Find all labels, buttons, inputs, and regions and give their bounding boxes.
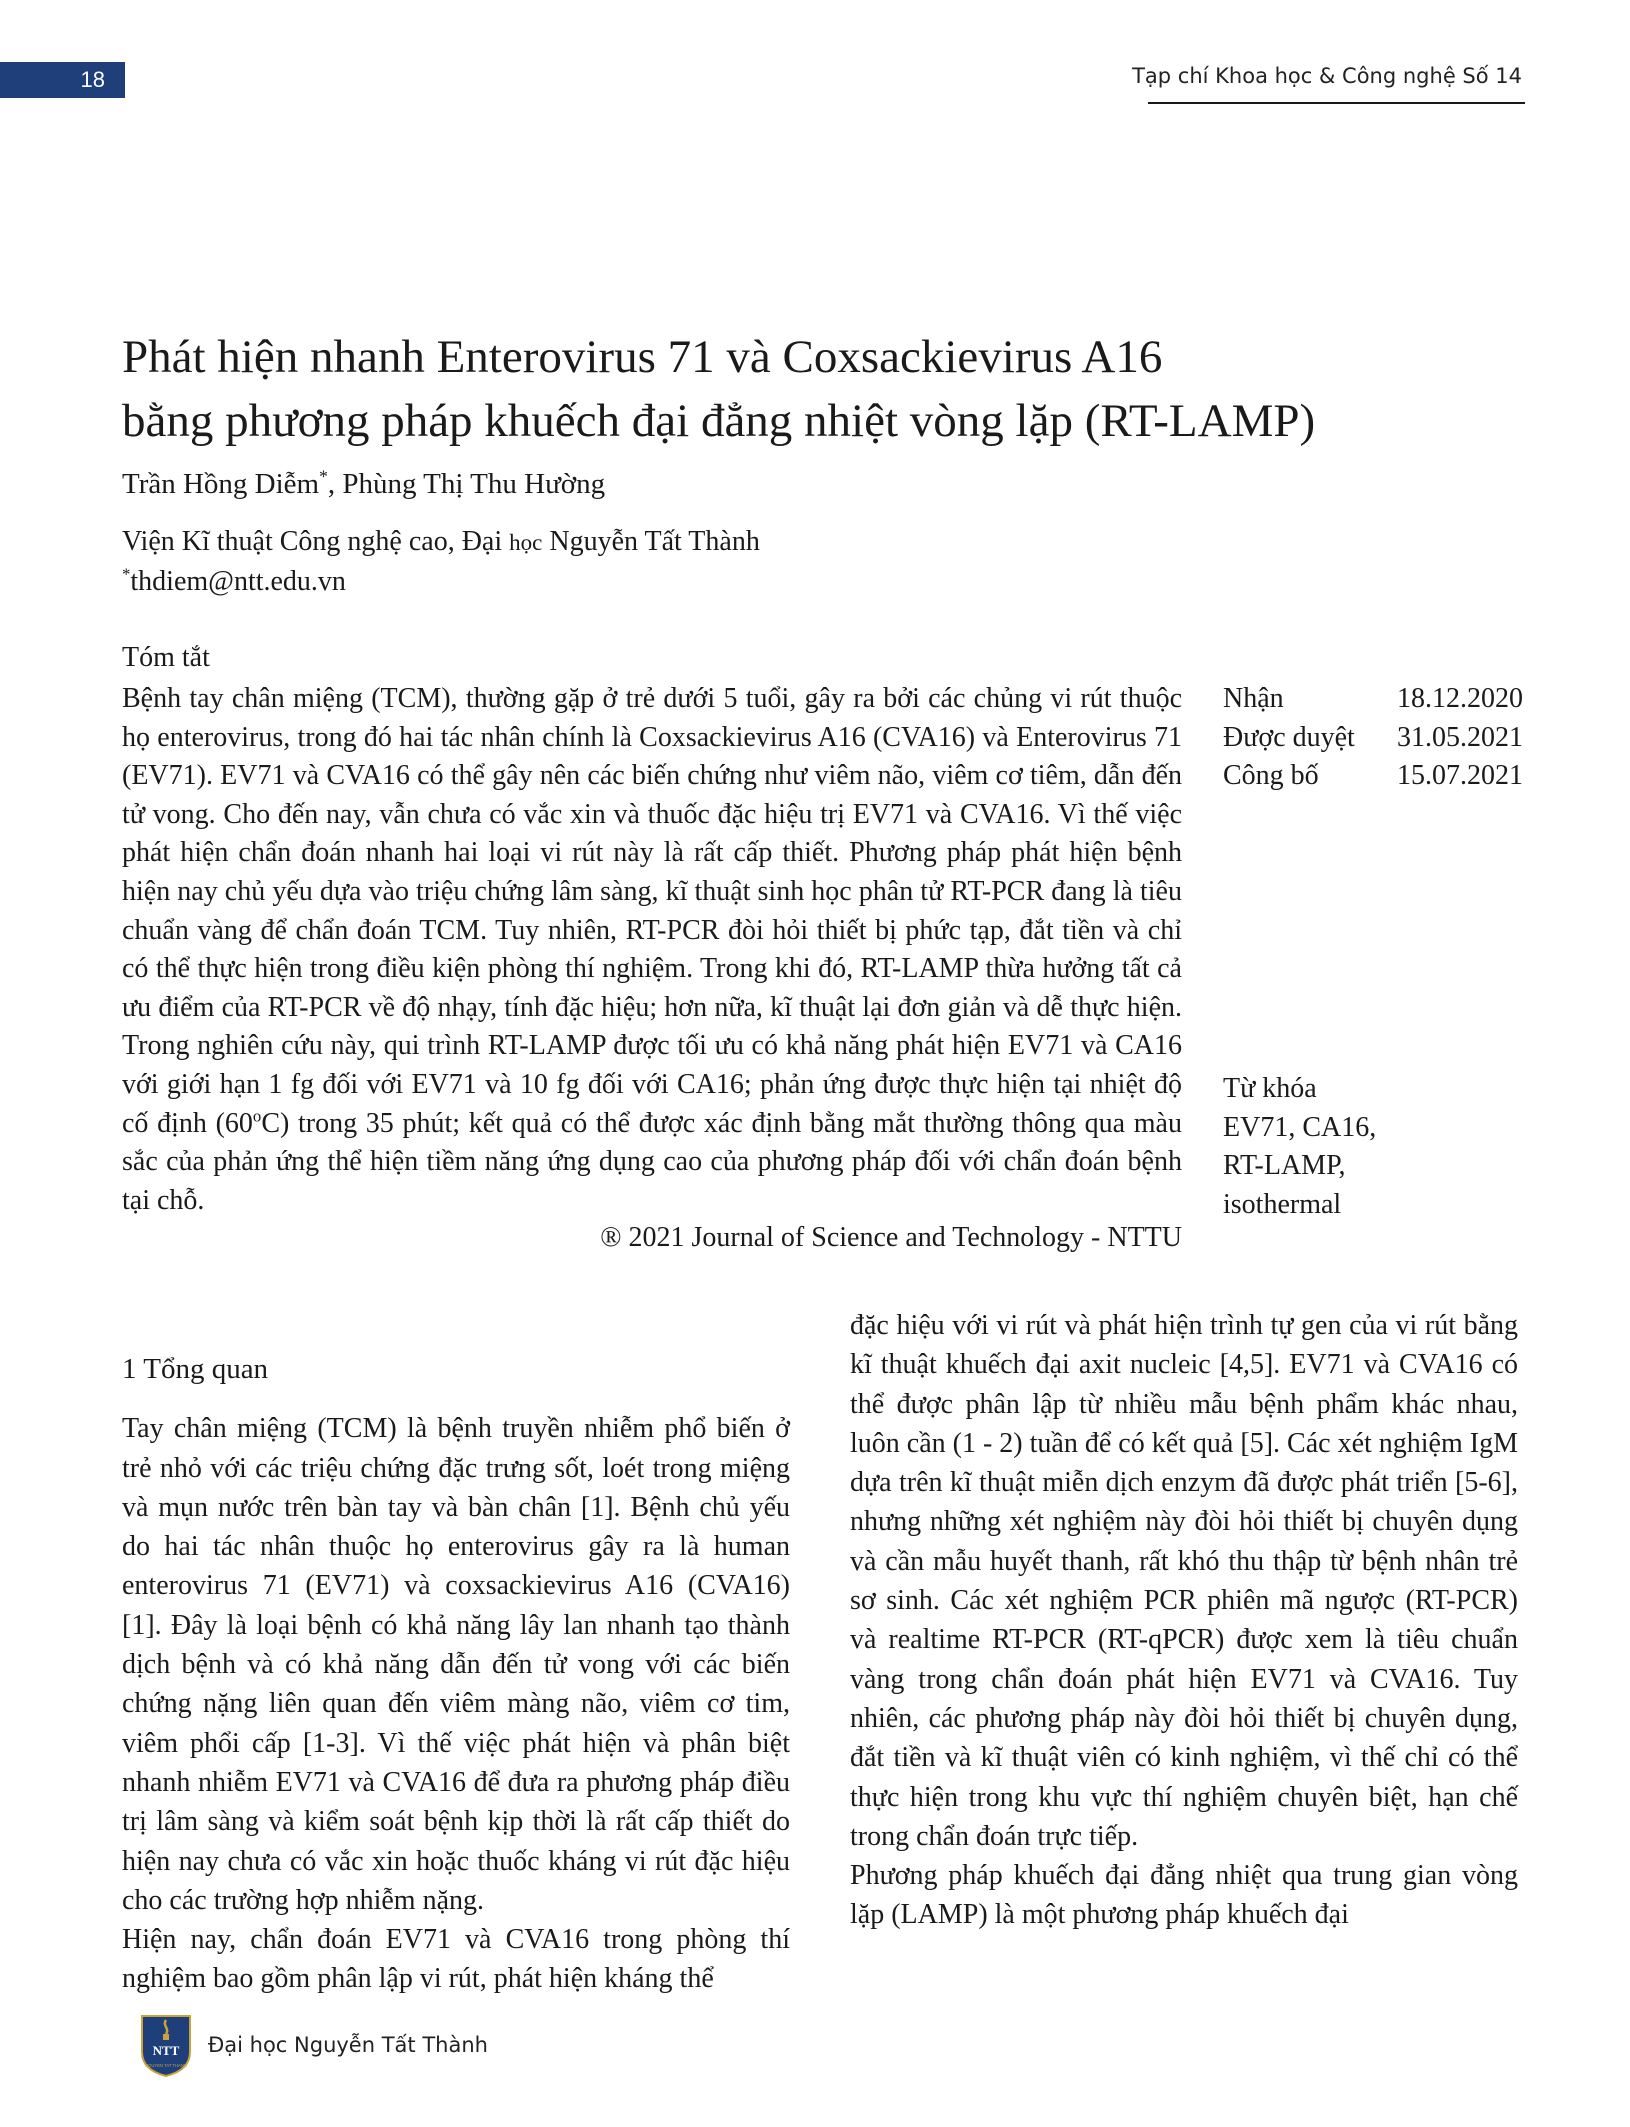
abstract-heading: Tóm tắt bbox=[122, 642, 210, 673]
corresponding-mark: * bbox=[319, 466, 328, 487]
affiliation-part-1: Viện Kĩ thuật Công nghệ cao, Đại bbox=[122, 526, 510, 557]
date-value: 18.12.2020 bbox=[1397, 683, 1523, 714]
date-label: Được duyệt bbox=[1223, 721, 1355, 753]
keyword-line: isothermal bbox=[1223, 1188, 1342, 1220]
email-mark: * bbox=[122, 564, 131, 584]
footer-institution: Đại học Nguyễn Tất Thành bbox=[208, 2033, 488, 2057]
author-2: Phùng Thị Thu Hường bbox=[342, 468, 606, 500]
article-dates bbox=[1223, 680, 1523, 796]
journal-name: Tạp chí Khoa học & Công nghệ Số 14 bbox=[1132, 64, 1522, 88]
body-paragraph: Tay chân miệng (TCM) là bệnh truyền nhiễm phổ biến ở trẻ nhỏ với các triệu chứng đặc trưng sốt, loét trong miệng và mụn nước trên bàn tay và bàn chân [1]. Bệnh chủ yếu do hai tác nhân thuộc họ enterovirus gây ra là human enterovirus 71 (EV71) và coxsackievirus A16 (CVA16) [1]. Đây là loại bệnh có khả năng lây lan nhanh tạo thành dịch bệnh và có khả năng dẫn đến tử vong với các biến chứng nặng liên quan đến viêm màng não, viêm cơ tim, viêm phổi cấp [1-3]. Vì thế việc phát hiện và phân biệt nhanh nhiễm EV71 và CVA16 để đưa ra phương pháp điều trị lâm sàng và kiểm soát bệnh kịp thời là rất cấp thiết do hiện nay chưa có vắc xin hoặc thuốc kháng vi rút đặc hiệu cho các trường hợp nhiễm nặng. bbox=[122, 1413, 790, 1916]
section-heading: 1 Tổng quan bbox=[122, 1353, 269, 1385]
article-title bbox=[122, 325, 1502, 453]
university-logo-icon bbox=[134, 2012, 198, 2078]
abstract-text bbox=[122, 680, 1182, 1220]
title-line-2: bằng phương pháp khuếch đại đẳng nhiệt vòng lặp (RT-LAMP) bbox=[122, 395, 1316, 447]
affiliation bbox=[122, 526, 760, 558]
author-email bbox=[122, 566, 346, 598]
logo-text: NTT bbox=[152, 2043, 180, 2058]
keywords-block bbox=[1223, 1070, 1376, 1224]
body-column-right bbox=[850, 1306, 1518, 1935]
body-paragraph: đặc hiệu với vi rút và phát hiện trình tự gen của vi rút bằng kĩ thuật khuếch đại axit nucleic [4,5]. EV71 và CVA16 có thể được phân lập từ nhiều mẫu bệnh phẩm khác nhau, luôn cần (1 - 2) tuần để có kết quả [5]. Các xét nghiệm IgM dựa trên kĩ thuật miễn dịch enzym đã được phát triển [5-6], nhưng những xét nghiệm này đòi hỏi thiết bị chuyên dụng và cần mẫu huyết thanh, rất khó thu thập từ bệnh nhân trẻ sơ sinh. Các xét nghiệm PCR phiên mã ngược (RT-PCR) và realtime RT-PCR (RT-qPCR) được xem là tiêu chuẩn vàng trong chẩn đoán phát hiện EV71 và CVA16. Tuy nhiên, các phương pháp này đòi hỏi thiết bị chuyên dụng, đắt tiền và kĩ thuật viên có kinh nghiệm, vì thế chỉ có thể thực hiện trong khu vực thí nghiệm chuyên biệt, hạn chế trong chẩn đoán trực tiếp. bbox=[850, 1310, 1518, 1852]
body-paragraph: Hiện nay, chẩn đoán EV71 và CVA16 trong phòng thí nghiệm bao gồm phân lập vi rút, phát hiện kháng thể bbox=[122, 1924, 790, 1995]
title-line-1: Phát hiện nhanh Enterovirus 71 và Coxsackievirus A16 bbox=[122, 331, 1163, 383]
author-list bbox=[122, 468, 605, 501]
date-accepted bbox=[1223, 719, 1523, 758]
affiliation-part-3: Nguyễn Tất Thành bbox=[542, 526, 760, 557]
author-separator: , bbox=[327, 468, 343, 500]
date-label: Công bố bbox=[1223, 760, 1319, 792]
abstract-text-a: Bệnh tay chân miệng (TCM), thường gặp ở trẻ dưới 5 tuổi, gây ra bởi các chủng vi rút thuộc họ enterovirus, trong đó hai tác nhân chính là Coxsackievirus A16 (CVA16) và Enterovirus 71 (EV71). EV71 và CVA16 có thể gây nên các biến chứng như viêm não, viêm cơ tiêm, dẫn đến tử vong. Cho đến nay, vẫn chưa có vắc xin và thuốc đặc hiệu trị EV71 và CVA16. Vì thế việc phát hiện chẩn đoán nhanh hai loại vi rút này là rất cấp thiết. Phương pháp phát hiện bệnh hiện nay chủ yếu dựa vào triệu chứng lâm sàng, kĩ thuật sinh học phân tử RT-PCR đang là tiêu chuẩn vàng để chẩn đoán TCM. Tuy nhiên, RT-PCR đòi hỏi thiết bị phức tạp, đắt tiền và chỉ có thể thực hiện trong điều kiện phòng thí nghiệm. Trong khi đó, RT-LAMP thừa hưởng tất cả ưu điểm của RT-PCR về độ nhạy, tính đặc hiệu; hơn nữa, kĩ thuật lại đơn giản và dễ thực hiện. Trong nghiên cứu này, qui trình RT-LAMP được tối ưu có khả năng phát hiện EV71 và CA16 với giới hạn 1 fg đối với EV71 và 10 fg đối với CA16; phản ứng được thực hiện tại nhiệt độ cố định (60 bbox=[122, 683, 1182, 1139]
body-column-left bbox=[122, 1350, 790, 1999]
affiliation-part-2: học bbox=[509, 530, 543, 555]
copyright-line: ® 2021 Journal of Science and Technology - NTTU bbox=[600, 1222, 1182, 1253]
logo-caption: NGUYEN TAT THANH bbox=[145, 2063, 187, 2068]
date-published bbox=[1223, 757, 1523, 796]
degree-mark: o bbox=[252, 1106, 262, 1126]
page-number: 18 bbox=[80, 67, 105, 92]
date-received bbox=[1223, 680, 1523, 719]
date-value: 15.07.2021 bbox=[1397, 760, 1523, 792]
page-number-badge bbox=[0, 62, 125, 98]
author-1: Trần Hồng Diễm bbox=[122, 468, 320, 500]
body-paragraph: Phương pháp khuếch đại đẳng nhiệt qua trung gian vòng lặp (LAMP) là một phương pháp khuếch đại bbox=[850, 1860, 1518, 1931]
email-address: thdiem@ntt.edu.vn bbox=[130, 566, 346, 597]
header-divider bbox=[1148, 102, 1525, 104]
keyword-line: EV71, CA16, bbox=[1223, 1111, 1377, 1143]
date-value: 31.05.2021 bbox=[1397, 721, 1523, 753]
abstract-text-b: C) trong 35 phút; kết quả có thể được xác định bằng mắt thường thông qua màu sắc của phản ứng thể hiện tiềm năng ứng dụng cao của phương pháp đối với chẩn đoán bệnh tại chỗ. bbox=[122, 1107, 1182, 1216]
date-label: Nhận bbox=[1223, 683, 1284, 714]
keywords-heading: Từ khóa bbox=[1223, 1073, 1317, 1104]
keyword-line: RT-LAMP, bbox=[1223, 1150, 1346, 1182]
